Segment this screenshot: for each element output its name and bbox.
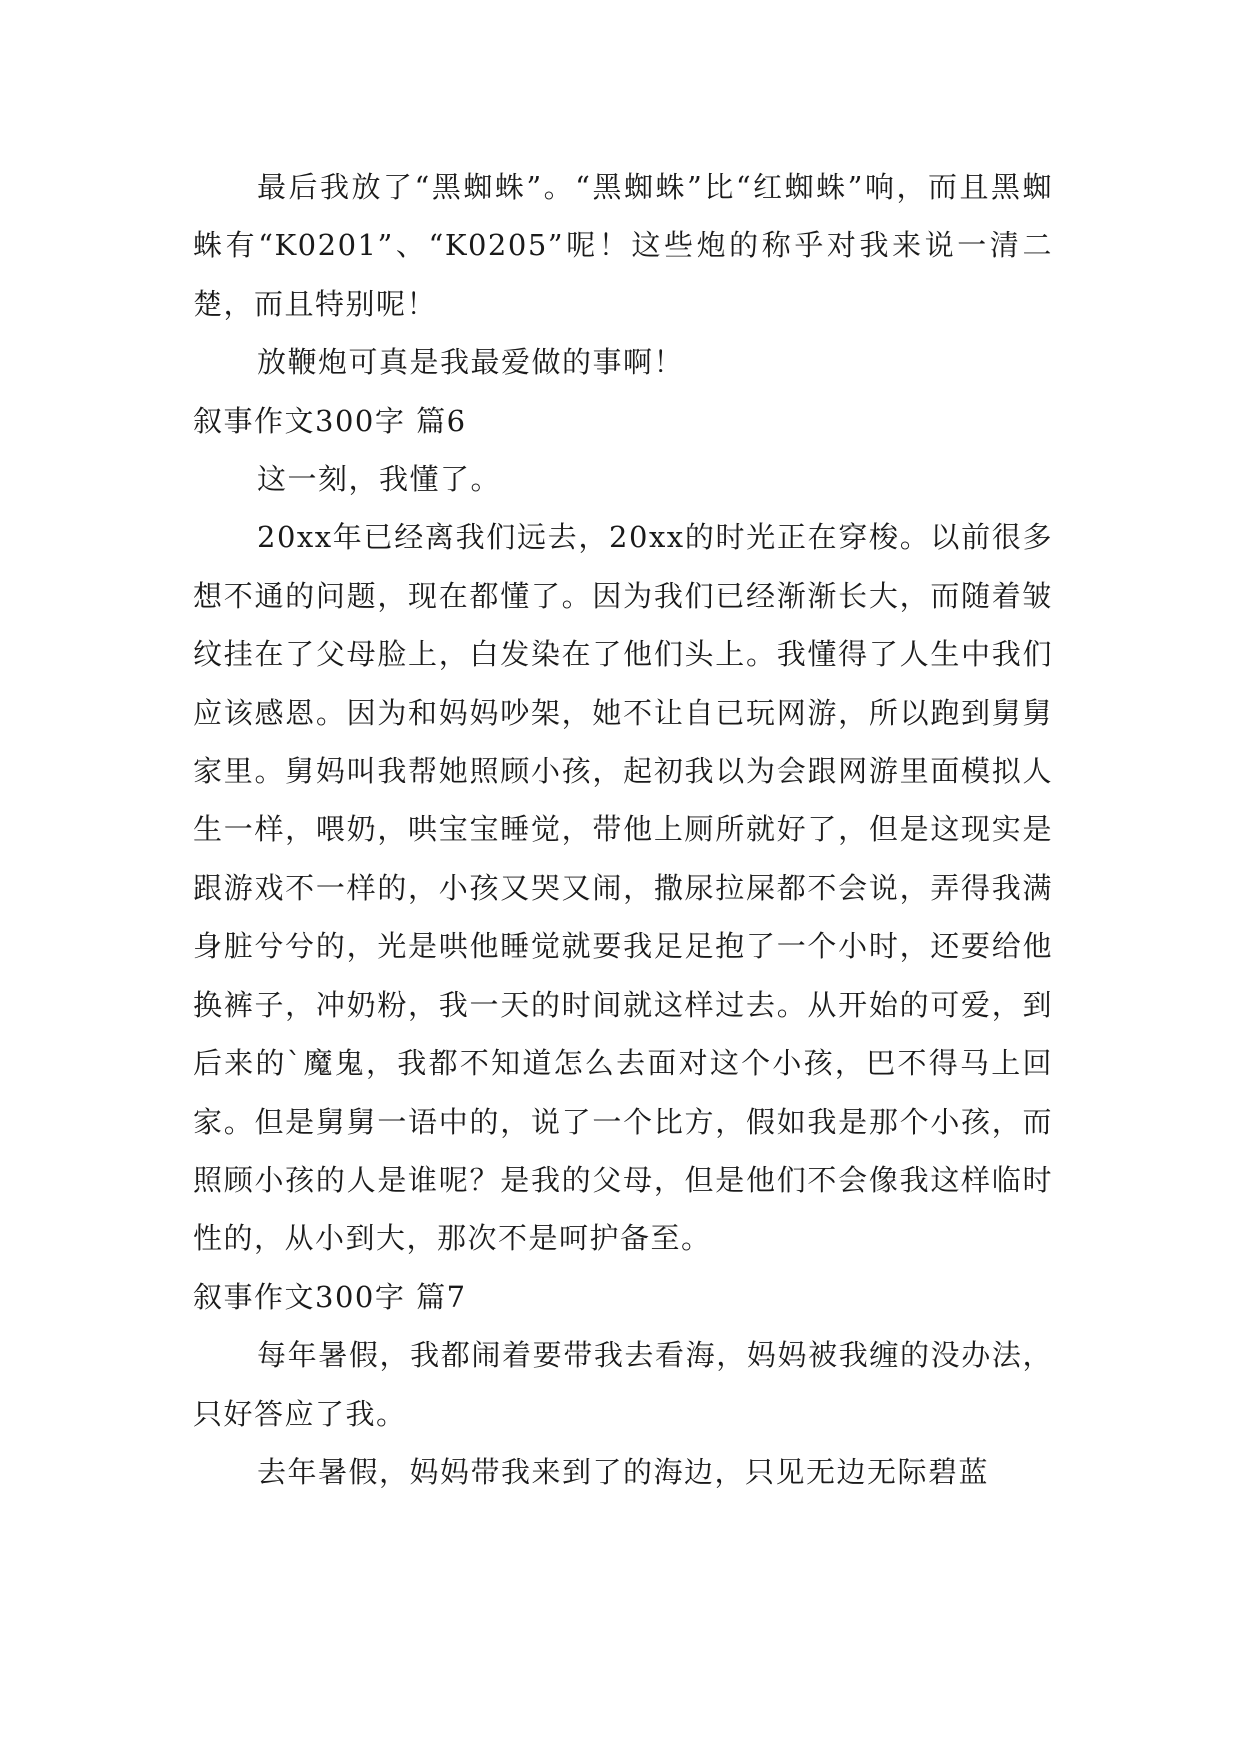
paragraph-summer-sea: 每年暑假，我都闹着要带我去看海，妈妈被我缠的没办法，只好答应了我。 (193, 1338, 1053, 1431)
section-heading-6: 叙事作文300字 篇6 (193, 403, 467, 438)
paragraph-growing-up: 20xx年已经离我们远去，20xx的时光正在穿梭。以前很多想不通的问题，现在都懂了。因为我们已经渐渐长大，而随着皱纹挂在了父母脸上，白发染在了他们头上。我懂得了人生中我们应该感恩。因为和妈妈吵架，她不让自已玩网游，所以跑到舅舅家里。舅妈叫我帮她照顾小孩，起初我以为会跟网游里面模拟人生一样，喂奶，哄宝宝睡觉，带他上厕所就好了，但是这现实是跟游戏不一样的，小孩又哭又闹，撒尿拉屎都不会说，弄得我满身脏兮兮的，光是哄他睡觉就要我足足抱了一个小时，还要给他换裤子，冲奶粉，我一天的时间就这样过去。从开始的可爱，到后来的`魔鬼，我都不知道怎么去面对这个小孩，巴不得马上回家。但是舅舅一语中的，说了一个比方，假如我是那个小孩，而照顾小孩的人是谁呢？是我的父母，但是他们不会像我这样临时性的，从小到大，那次不是呵护备至。 (193, 520, 1053, 1256)
paragraph-seaside: 去年暑假，妈妈带我来到了的海边，只见无边无际碧蓝 (257, 1454, 990, 1489)
section-heading-7: 叙事作文300字 篇7 (193, 1279, 467, 1314)
document-body (193, 158, 1053, 1501)
paragraph-firecracker-love: 放鞭炮可真是我最爱做的事啊！ (257, 345, 685, 380)
paragraph-black-spider: 最后我放了“黑蜘蛛”。“黑蜘蛛”比“红蜘蛛”响，而且黑蜘蛛有“K0201”、“K0205”呢！这些炮的称乎对我来说一清二楚，而且特别呢！ (193, 170, 1053, 321)
paragraph-this-moment: 这一刻，我懂了。 (257, 462, 502, 497)
